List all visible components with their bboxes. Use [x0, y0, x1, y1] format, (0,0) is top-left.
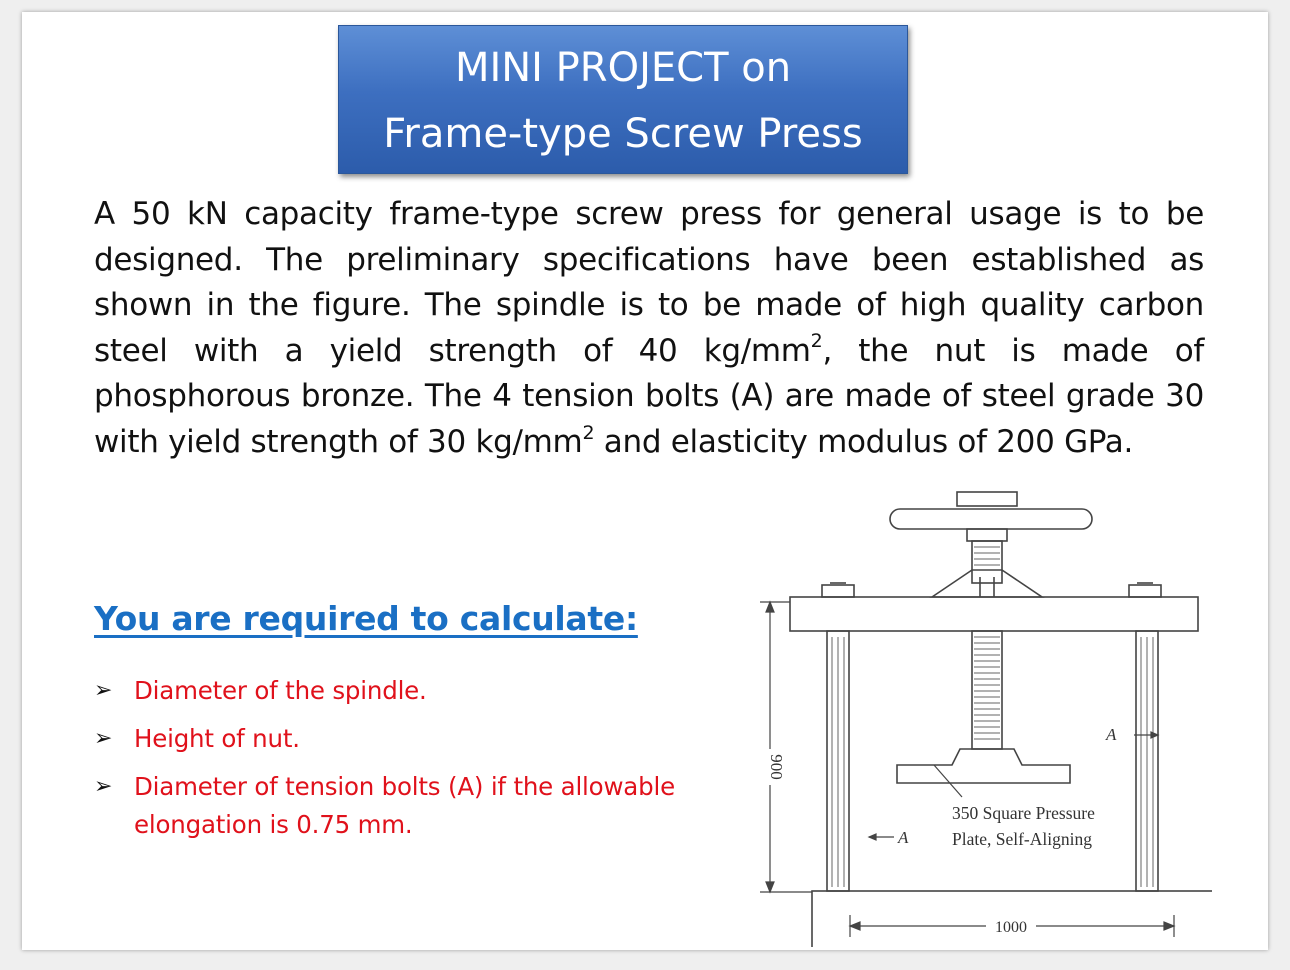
- plate-note-line-2: Plate, Self-Aligning: [952, 829, 1092, 849]
- bolt-head-left: [822, 585, 854, 597]
- screw-press-svg: [722, 487, 1212, 947]
- title-line-1: MINI PROJECT on: [454, 45, 792, 91]
- slide: [22, 12, 1268, 950]
- list-item-text: Diameter of the spindle.: [134, 676, 427, 705]
- list-item-text: Diameter of tension bolts (A) if the allowable elongation is 0.75 mm.: [134, 772, 675, 839]
- bolt-head-right: [1129, 585, 1161, 597]
- handwheel: [890, 509, 1092, 529]
- superscript-2: 2: [582, 421, 595, 444]
- problem-description: [94, 192, 1204, 466]
- top-crossbeam: [790, 597, 1198, 631]
- superscript-2: 2: [810, 330, 823, 353]
- list-item-text: Height of nut.: [134, 724, 300, 753]
- plate-leader-line: [934, 765, 962, 797]
- list-item: [94, 768, 734, 844]
- label-a-left: A: [898, 828, 909, 847]
- arrow-bullet-icon: ➢: [94, 678, 113, 703]
- requirements-heading: You are required to calculate:: [94, 599, 638, 638]
- plate-note-line-1: 350 Square Pressure: [952, 803, 1095, 823]
- handwheel-hub: [967, 529, 1007, 541]
- list-item: [94, 672, 734, 710]
- screw-press-drawing: [722, 487, 1212, 947]
- pressure-plate: [897, 749, 1070, 783]
- description-part-3: and elasticity modulus of 200 GPa.: [594, 423, 1134, 460]
- title-box: [338, 25, 908, 174]
- title-line-2: Frame-type Screw Press: [383, 111, 863, 157]
- description-part-2: , the nut is made of phosphorous bronze. The 4 tension bolts (A) are made of steel grade 30 with yield strength of 30 kg/mm: [94, 332, 1204, 460]
- arrow-bullet-icon: ➢: [94, 774, 113, 799]
- requirements-list: [94, 672, 734, 854]
- arrow-bullet-icon: ➢: [94, 726, 113, 751]
- description-part-1: A 50 kN capacity frame-type screw press for general usage is to be designed. The preliminary specifications have been established as shown in the figure. The spindle is to be made of high quality carbon steel with a yield strength of 40 kg/mm: [94, 196, 1204, 369]
- handwheel-cap: [957, 492, 1017, 506]
- label-1000: 1000: [995, 919, 1027, 936]
- label-900: 900: [767, 754, 786, 780]
- label-a-right: A: [1106, 725, 1117, 744]
- list-item: [94, 720, 734, 758]
